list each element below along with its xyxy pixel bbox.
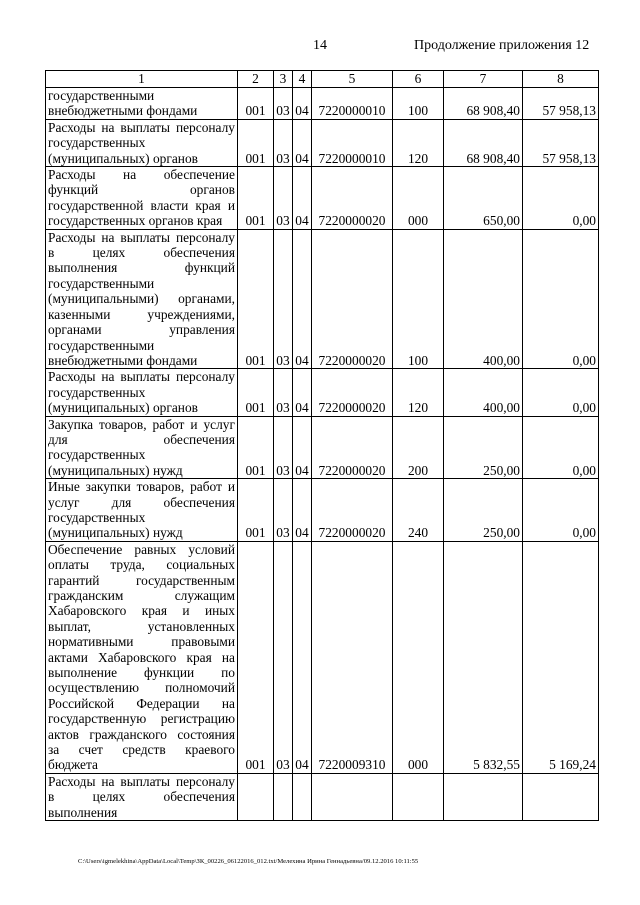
row-name-cell: Обеспечение равных условий оплаты труда, социальных гарантий государственным гражданским служащим Хабаровского края и иных выплат, установленных нормативными правовыми актами Хабаровского края на выполнение функции по осуществлению полномочий Российской Федерации на государственную регистрацию актов гражданского состояния за счет средств краевого бюджета bbox=[46, 541, 238, 773]
footer-file-path: C:\Users\igmelekhina\AppData\Local\Temp\ЗК_00226_06122016_012.txt/Мелехина Ирина Геннадьевна/09.12.2016 10:11:55 bbox=[78, 858, 419, 865]
cell-amount-actual: 0,00 bbox=[523, 416, 599, 479]
column-header: 2 bbox=[238, 71, 274, 88]
cell-target-article: 7220000020 bbox=[312, 416, 393, 479]
cell-amount-planned: 250,00 bbox=[444, 416, 523, 479]
cell-target-article: 7220000020 bbox=[312, 167, 393, 230]
cell-expense-type: 120 bbox=[393, 119, 444, 166]
table-header-row bbox=[46, 71, 599, 88]
cell-subsection: 04 bbox=[293, 369, 312, 416]
column-header: 6 bbox=[393, 71, 444, 88]
cell-admin-code: 001 bbox=[238, 167, 274, 230]
row-name-cell: государственными внебюджетными фондами bbox=[46, 88, 238, 120]
cell-subsection: 04 bbox=[293, 229, 312, 369]
page-number: 14 bbox=[313, 38, 327, 53]
appendix-continuation-note: Продолжение приложения 12 bbox=[414, 38, 590, 53]
row-name-cell: Расходы на выплаты персоналу в целях обеспечения выполнения bbox=[46, 773, 238, 820]
cell-admin-code bbox=[238, 773, 274, 820]
cell-admin-code: 001 bbox=[238, 416, 274, 479]
cell-expense-type: 100 bbox=[393, 88, 444, 120]
cell-section: 03 bbox=[274, 541, 293, 773]
cell-amount-actual bbox=[523, 773, 599, 820]
cell-section: 03 bbox=[274, 88, 293, 120]
cell-expense-type bbox=[393, 773, 444, 820]
table-row bbox=[46, 229, 599, 369]
cell-target-article: 7220000020 bbox=[312, 479, 393, 542]
cell-expense-type: 000 bbox=[393, 167, 444, 230]
cell-admin-code: 001 bbox=[238, 229, 274, 369]
cell-amount-actual: 57 958,13 bbox=[523, 88, 599, 120]
cell-amount-actual: 57 958,13 bbox=[523, 119, 599, 166]
cell-expense-type: 000 bbox=[393, 541, 444, 773]
cell-amount-planned: 250,00 bbox=[444, 479, 523, 542]
cell-amount-actual: 0,00 bbox=[523, 167, 599, 230]
cell-admin-code: 001 bbox=[238, 479, 274, 542]
cell-admin-code: 001 bbox=[238, 88, 274, 120]
column-header: 8 bbox=[523, 71, 599, 88]
column-header: 7 bbox=[444, 71, 523, 88]
cell-amount-actual: 5 169,24 bbox=[523, 541, 599, 773]
row-name-cell: Закупка товаров, работ и услуг для обеспечения государственных (муниципальных) нужд bbox=[46, 416, 238, 479]
cell-subsection bbox=[293, 773, 312, 820]
row-name-cell: Иные закупки товаров, работ и услуг для обеспечения государственных (муниципальных) нужд bbox=[46, 479, 238, 542]
cell-amount-actual: 0,00 bbox=[523, 369, 599, 416]
table-row bbox=[46, 416, 599, 479]
cell-amount-actual: 0,00 bbox=[523, 479, 599, 542]
column-header: 5 bbox=[312, 71, 393, 88]
cell-amount-planned: 400,00 bbox=[444, 229, 523, 369]
table-row bbox=[46, 167, 599, 230]
row-name-cell: Расходы на обеспечение функций органов государственной власти края и государственных органов края bbox=[46, 167, 238, 230]
cell-section: 03 bbox=[274, 167, 293, 230]
cell-section: 03 bbox=[274, 369, 293, 416]
cell-amount-planned: 650,00 bbox=[444, 167, 523, 230]
cell-amount-planned: 400,00 bbox=[444, 369, 523, 416]
column-header: 3 bbox=[274, 71, 293, 88]
cell-expense-type: 240 bbox=[393, 479, 444, 542]
cell-amount-planned: 68 908,40 bbox=[444, 119, 523, 166]
row-name-cell: Расходы на выплаты персоналу государственных (муниципальных) органов bbox=[46, 119, 238, 166]
cell-target-article: 7220000020 bbox=[312, 229, 393, 369]
table-row bbox=[46, 479, 599, 542]
cell-target-article: 7220000010 bbox=[312, 119, 393, 166]
cell-expense-type: 100 bbox=[393, 229, 444, 369]
cell-section: 03 bbox=[274, 479, 293, 542]
column-header: 1 bbox=[46, 71, 238, 88]
cell-amount-planned: 5 832,55 bbox=[444, 541, 523, 773]
table-row bbox=[46, 88, 599, 120]
cell-section: 03 bbox=[274, 416, 293, 479]
budget-table bbox=[45, 70, 599, 821]
cell-target-article: 7220000020 bbox=[312, 369, 393, 416]
cell-expense-type: 200 bbox=[393, 416, 444, 479]
cell-amount-planned bbox=[444, 773, 523, 820]
cell-admin-code: 001 bbox=[238, 119, 274, 166]
cell-target-article bbox=[312, 773, 393, 820]
cell-section: 03 bbox=[274, 119, 293, 166]
cell-subsection: 04 bbox=[293, 541, 312, 773]
cell-section: 03 bbox=[274, 229, 293, 369]
column-header: 4 bbox=[293, 71, 312, 88]
cell-admin-code: 001 bbox=[238, 541, 274, 773]
cell-subsection: 04 bbox=[293, 479, 312, 542]
row-name-cell: Расходы на выплаты персоналу в целях обеспечения выполнения функций государственными (муниципальными) органами, казенными учреждениями, органами управления государственными внебюджетными фондами bbox=[46, 229, 238, 369]
cell-subsection: 04 bbox=[293, 167, 312, 230]
cell-section bbox=[274, 773, 293, 820]
row-name-cell: Расходы на выплаты персоналу государственных (муниципальных) органов bbox=[46, 369, 238, 416]
table-row bbox=[46, 119, 599, 166]
cell-amount-actual: 0,00 bbox=[523, 229, 599, 369]
table-row bbox=[46, 369, 599, 416]
cell-amount-planned: 68 908,40 bbox=[444, 88, 523, 120]
cell-expense-type: 120 bbox=[393, 369, 444, 416]
cell-target-article: 7220009310 bbox=[312, 541, 393, 773]
table-row bbox=[46, 773, 599, 820]
cell-target-article: 7220000010 bbox=[312, 88, 393, 120]
cell-subsection: 04 bbox=[293, 88, 312, 120]
cell-admin-code: 001 bbox=[238, 369, 274, 416]
table-row bbox=[46, 541, 599, 773]
cell-subsection: 04 bbox=[293, 119, 312, 166]
cell-subsection: 04 bbox=[293, 416, 312, 479]
